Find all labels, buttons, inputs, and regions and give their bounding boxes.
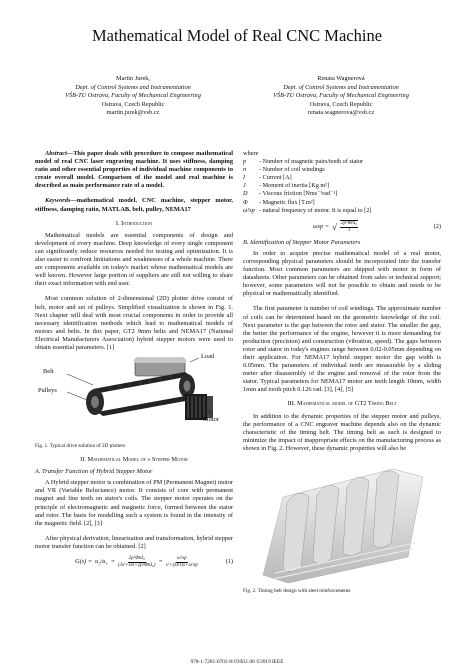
label-belt: Belt: [43, 368, 54, 376]
pulley-left-hub: [91, 396, 99, 408]
figure-2: [243, 457, 441, 585]
belt-leader: [67, 374, 93, 385]
paragraph-identification-1: In order to acquire precise mathematical model of a real motor, corresponding physical parameters should be incorporated into the transfer function. Most common parameters are shipped with motor in form of datasheets. Other parameters can be obtained from sales or technical support; however, some parameters will not be possible to obtain and needs to be physical or mathematically identified.: [243, 249, 441, 298]
abstract-label: Abstract—: [45, 150, 74, 157]
keywords-label: Keywords—: [45, 197, 77, 205]
symbol: Φ: [243, 198, 248, 206]
pulleys-leader: [67, 392, 87, 400]
symbol: p: [243, 158, 247, 166]
symbol-desc: - Moment of inertia [Kg m²]: [259, 182, 330, 190]
symbol: D: [243, 190, 248, 198]
paragraph-timing-belt: In addition to the dynamic properties of the stepper motor and pulleys, the performance of a CNC engraver machine depends also on the dynamic characteristic of the timing belt. The timing belt as such is designed to minimize the impact of inappropriate effects on the manufacturing process as shown in Fig. 2. However, these dynamic properties will also be: [243, 412, 441, 452]
symbol-row: [243, 158, 441, 166]
symbol-desc: - Number of coil windings: [259, 166, 325, 174]
author-block-2: [246, 75, 436, 118]
paragraph-intro-1: Mathematical models are essential components of design and development of every machine. Deep knowledge of every single component can significantly reduce resources needed for testing and optimization. It is also easier to confront limitations and weaknesses of a whole machine. There are components available on today's market whose mathematical models are well known. However large portion of suppliers are still not willing to share their exact information with end user.: [35, 231, 233, 288]
symbol-row: [243, 199, 441, 207]
subsection-heading-transfer-function: A. Transfer Function of Hybrid Stepper Motor: [35, 468, 153, 476]
motor-back: [207, 396, 213, 418]
belt-lower: [97, 396, 191, 416]
symbol: J: [243, 182, 246, 190]
eq1-lhs: G(s) =: [75, 558, 93, 566]
figure-1: [35, 352, 233, 440]
eq1-rhs-denominator: s²+(D/J)s+ω²sp: [165, 563, 198, 568]
eq1-rhs-numerator: ω²sp: [177, 556, 187, 561]
where-label: where: [243, 150, 259, 157]
paragraph-identification-2: The first parameter is number of coil windings. The approximate number of coils can be determined based on the geometric knowledge of the coil. Next parameter is the gap between the rotor and stator. The smaller the gap, the better the performance of the engine, however it is more demanding for production (precision) and construction (vibration, speed). The gaps between rotor and stator in today's engines range between 0.02-0.05mm depending on their application. For NEMA17 hybrid stepper motor the gap width is 0.05mm. The parameters of individual teeth are measurable by a sliding meter after disassembly of the engine and removal of the rotor from the stator. Typical parameters for NEMA17 motor are teeth length 10mm, width 1mm and tooth pitch 0.126 rad. [3], [4], [5]: [243, 305, 441, 394]
eq2-root-numerator: 2p²ΦnI₀: [340, 220, 358, 226]
subsection-heading-identification: B. Identification of Stepper Motor Parameters: [243, 238, 361, 246]
eq2-root-fraction: [340, 220, 358, 234]
symbol: n: [243, 166, 247, 174]
abstract-text: This paper deals with procedure to compose mathematical model of real CNC laser engraving machine. It uses stiffness, damping ratio and other essential properties of individual machine components to create overall model. Comparison of the model and real machine is described as main performance rate of a model.: [35, 150, 233, 190]
paragraph-intro-2: Most common solution of 2-dimensional (2D) plotter drive consist of belt, motor and set of pulleys. Simplified visualization is shown in Fig. 1. Next chapter will deal with most crucial components in order to provide all necessary identification methods which lead to mathematical models of motors and belts. In this paper, GT2 9mm belts and NEMA17 (National Electrical Manufacturers Association) hybrid stepper motors were used to obtain essential parameters. [1]: [35, 295, 233, 351]
section-heading-stepper-model: II. Mathematical Model of a Stepper Motor: [80, 456, 188, 464]
right-column: [243, 150, 441, 600]
symbol-row: [243, 190, 441, 198]
equation-1-number: (1): [225, 558, 233, 566]
label-load: Load: [201, 353, 215, 361]
label-motor: Motor: [203, 416, 219, 424]
label-pulleys: Pulleys: [38, 387, 57, 395]
figure-1-caption: Fig. 1. Typical drive solution of 2D plotters: [35, 443, 126, 450]
symbol: ω²sp: [243, 206, 255, 214]
author-university: VŠB-TU Ostrava, Faculty of Mechanical Engineering: [65, 92, 201, 100]
author-block-1: [38, 75, 228, 118]
equation-1: G(s) = u₂/u₁ = $\frac{\text{2p²ΦnI₀}}{\text{(Js²+Ds+2p²ΦnI₀)}}$ = $\frac{\text{ω²sp}}{\text{s²+(D/J)s+ω²sp}}$ (1): [75, 556, 233, 568]
author-name: Renata Wagnerová: [317, 75, 365, 82]
eq1-middle-fraction: [118, 556, 156, 569]
copyright-footer: 978-1-7281-0702-8/19/$31.00 ©2019 IEEE: [190, 659, 284, 665]
eq1-mid-numerator: 2p²ΦnI₀: [128, 556, 145, 561]
eq2-root-denominator: J: [347, 227, 351, 233]
symbol-desc: - Current [A]: [259, 174, 292, 182]
author-email: martin.jurek@vsb.cz: [106, 109, 160, 117]
author-email: renata.wagnerova@vsb.cz: [307, 109, 375, 117]
paragraph-hybrid-motor: A Hybrid stepper motor is combination of PM (Permanent Magnet) motor and VR (Variable Reluctance) motor. It consists of core with permanent magnet and fine teeth on stator's coils. The stepper motor operates on the principle of electromagnetic and magnetic force, formed between the stator and rotor. The basis for modelling such a system is found in the intensity of the magnetic field. [2], [3]: [35, 479, 233, 527]
section-heading-introduction: I. Introduction: [115, 219, 153, 227]
symbol-list: [243, 158, 441, 215]
paragraph-transfer-function: After physical derivation, linearization and transformation, hybrid stepper motor transfer function can be obtained. [2]: [35, 534, 233, 550]
symbol-row: [243, 182, 441, 190]
symbol-desc: - Magnetic flux [T.m²]: [259, 198, 315, 206]
abstract: [35, 150, 233, 190]
symbol-row: [243, 166, 441, 174]
author-city: Ostrava, Czech Republic: [309, 100, 373, 108]
symbol-row: [243, 174, 441, 182]
author-dept: Dept. of Control Systems and Instrumentation: [283, 83, 399, 91]
eq1-tf: u₂/u₁: [95, 558, 108, 566]
paper-title: Mathematical Model of Real CNC Machine: [91, 26, 383, 45]
pulley-right-hub: [184, 381, 191, 392]
symbol-row: [243, 207, 441, 215]
load-block-top: [135, 358, 185, 363]
eq1-right-fraction: [166, 556, 198, 569]
figure-2-caption: Fig. 2. Timing belt design with steel reinforcements: [243, 588, 351, 594]
keywords-text: mathematical model, CNC machine, stepper motor, stiffness, damping ratio, MATLAB, belt, pulley, NEMA17: [35, 197, 233, 213]
section-heading-timing-belt: III. Mathematical model of GT2 Timing Belt: [287, 400, 397, 408]
author-dept: Dept. of Control Systems and Instrumentation: [75, 83, 191, 91]
author-university: VŠB-TU Ostrava, Faculty of Mechanical Engineering: [273, 92, 409, 100]
author-city: Ostrava, Czech Republic: [101, 100, 165, 108]
equation-2: ωsp = √ $\frac{\text{2p²ΦnI₀}}{J}$ (2): [313, 220, 441, 233]
author-name: Martin Jurek,: [116, 75, 150, 82]
equation-2-number: (2): [433, 222, 441, 230]
symbol: I: [243, 174, 246, 182]
symbol-desc: - Number of magnetic pairs/teeth of stator: [259, 158, 364, 166]
timing-belt-render: [243, 457, 441, 585]
symbol-desc: - natural frequency of motor. It is equal to [2]: [259, 206, 372, 214]
left-column: [35, 150, 233, 574]
symbol-desc: - Viscous friction [Nms⁻¹rad⁻¹]: [259, 190, 338, 198]
eq1-mid-denominator: (Js²+Ds+2p²ΦnI₀): [117, 563, 156, 568]
keywords: [35, 197, 233, 213]
eq2-lhs: ωsp =: [313, 222, 329, 230]
load-leader: [190, 358, 199, 362]
